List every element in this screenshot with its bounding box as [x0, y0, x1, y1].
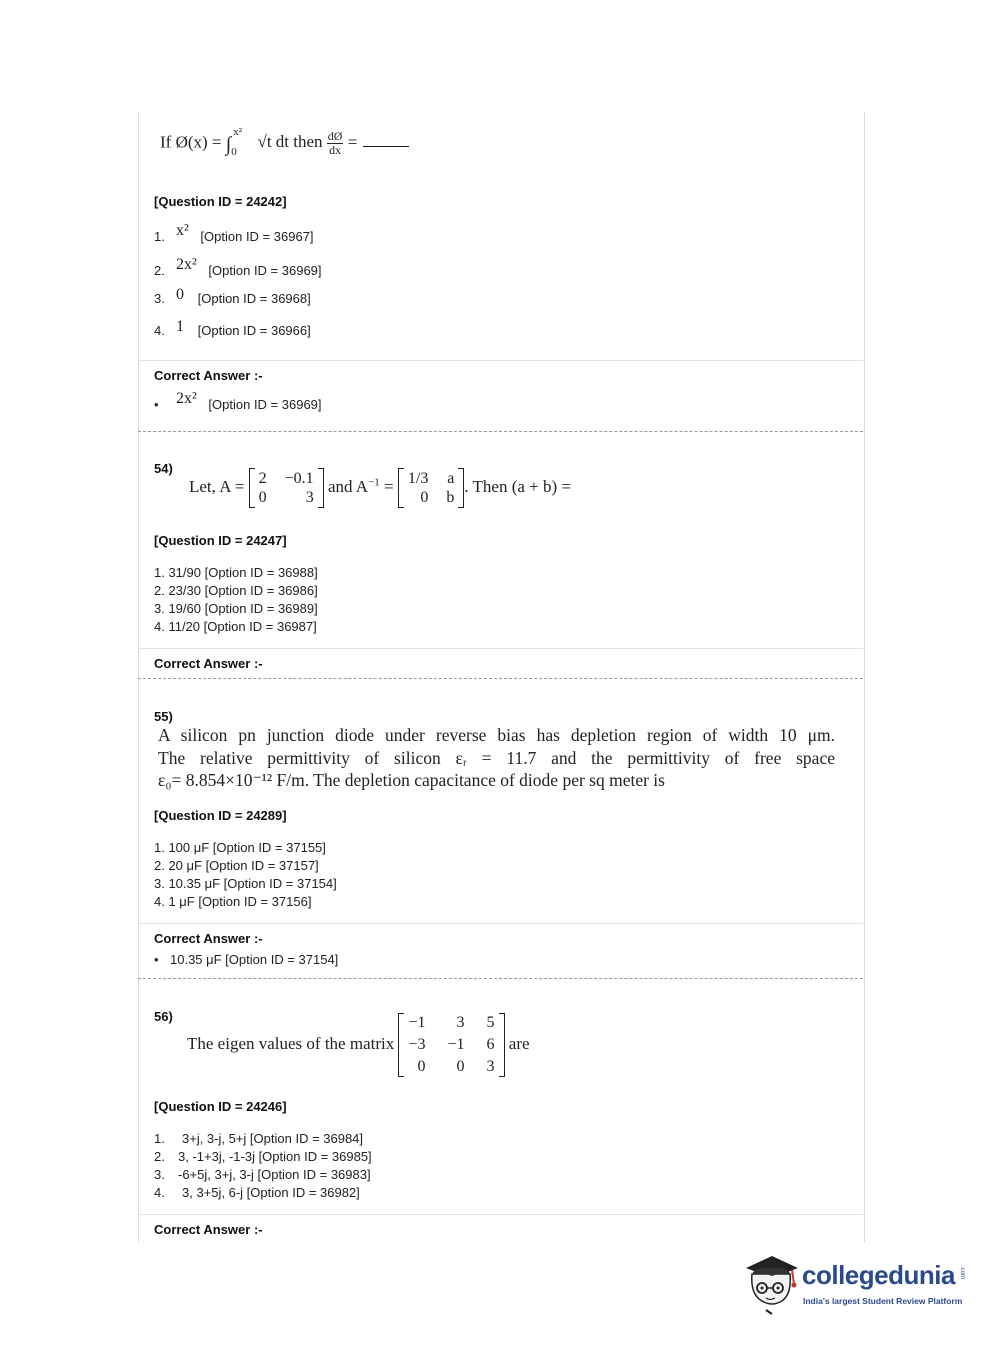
q56-option-3: 3. -6+5j, 3+j, 3-j [Option ID = 36983] — [154, 1167, 371, 1182]
q56-options — [154, 1130, 372, 1202]
q55-stem: A silicon pn junction diode under reverse bias has depletion region of width 10 μm. The relative permittivity of silicon εᵣ = 11.7 and the permittivity of free space ε₀= 8.854×10⁻¹² F/m. The depletion capacitance of diode per sq meter is — [158, 725, 835, 790]
q54-option-4: 4. 11/20 [Option ID = 36987] — [154, 619, 317, 634]
mascot-icon — [742, 1250, 802, 1316]
q56-number: 56) — [154, 1009, 173, 1024]
q54-correct-label: Correct Answer :- — [154, 656, 263, 671]
q56-correct-label: Correct Answer :- — [154, 1222, 263, 1237]
logo-wordmark: collegedunia — [802, 1260, 955, 1290]
q54-question-id: [Question ID = 24247] — [154, 533, 287, 548]
q56-stem: The eigen values of the matrix −1 3 5 −3 −1 6 0 0 3 are — [187, 1012, 530, 1078]
q55-correct-answer: • 10.35 μF [Option ID = 37154] — [154, 952, 339, 967]
q55-option-3: 3. 10.35 μF [Option ID = 37154] — [154, 876, 337, 891]
q54-options — [154, 564, 318, 636]
divider — [138, 360, 863, 361]
eigen-matrix: −1 3 5 −3 −1 6 0 0 3 — [398, 1012, 504, 1078]
q53-question-id: [Question ID = 24242] — [154, 194, 287, 209]
q55-number: 55) — [154, 709, 173, 724]
q53-option-3: 3. 0 [Option ID = 36968] — [154, 286, 311, 306]
q53-correct-label: Correct Answer :- — [154, 368, 263, 383]
divider — [138, 648, 863, 649]
logo-suffix: .com — [959, 1266, 965, 1280]
q55-options — [154, 839, 337, 911]
q54-option-3: 3. 19/60 [Option ID = 36989] — [154, 601, 318, 616]
q55-option-4: 4. 1 μF [Option ID = 37156] — [154, 894, 312, 909]
q53-correct-answer: • 2x² [Option ID = 36969] — [154, 390, 322, 412]
q53-option-2: 2. 2x² [Option ID = 36969] — [154, 256, 322, 278]
divider — [138, 923, 863, 924]
matrix-a: 2 −0.1 0 3 — [249, 468, 324, 508]
question-separator — [138, 431, 863, 432]
q53-stem: If Ø(x) = ∫ x² 0 √t dt then $\frac{dØ}{dx}$ = — [160, 130, 409, 157]
q56-option-4: 4. 3, 3+5j, 6-j [Option ID = 36982] — [154, 1185, 360, 1200]
q53-option-1: 1. x² [Option ID = 36967] — [154, 222, 314, 244]
q54-option-2: 2. 23/30 [Option ID = 36986] — [154, 583, 318, 598]
q55-question-id: [Question ID = 24289] — [154, 808, 287, 823]
q55-correct-label: Correct Answer :- — [154, 931, 263, 946]
q54-number: 54) — [154, 461, 173, 476]
answer-blank — [363, 146, 409, 147]
logo-tagline: India's largest Student Review Platform — [803, 1296, 963, 1306]
q53-option-4: 4. 1 [Option ID = 36966] — [154, 318, 311, 338]
question-separator — [138, 678, 863, 679]
q55-option-1: 1. 100 μF [Option ID = 37155] — [154, 840, 326, 855]
q54-option-1: 1. 31/90 [Option ID = 36988] — [154, 565, 318, 580]
q56-option-2: 2. 3, -1+3j, -1-3j [Option ID = 36985] — [154, 1149, 372, 1164]
q56-option-1: 1. 3+j, 3-j, 5+j [Option ID = 36984] — [154, 1131, 364, 1146]
divider — [138, 1214, 863, 1215]
q54-stem: Let, A = 2 −0.1 0 3 and $A^{-1}$ = 1/3 a 0 b . Then (a + b) = — [189, 470, 572, 506]
question-separator — [138, 978, 863, 979]
collegedunia-logo — [742, 1250, 972, 1316]
q56-question-id: [Question ID = 24246] — [154, 1099, 287, 1114]
q55-option-2: 2. 20 μF [Option ID = 37157] — [154, 858, 319, 873]
matrix-a-inverse: 1/3 a 0 b — [398, 468, 464, 508]
